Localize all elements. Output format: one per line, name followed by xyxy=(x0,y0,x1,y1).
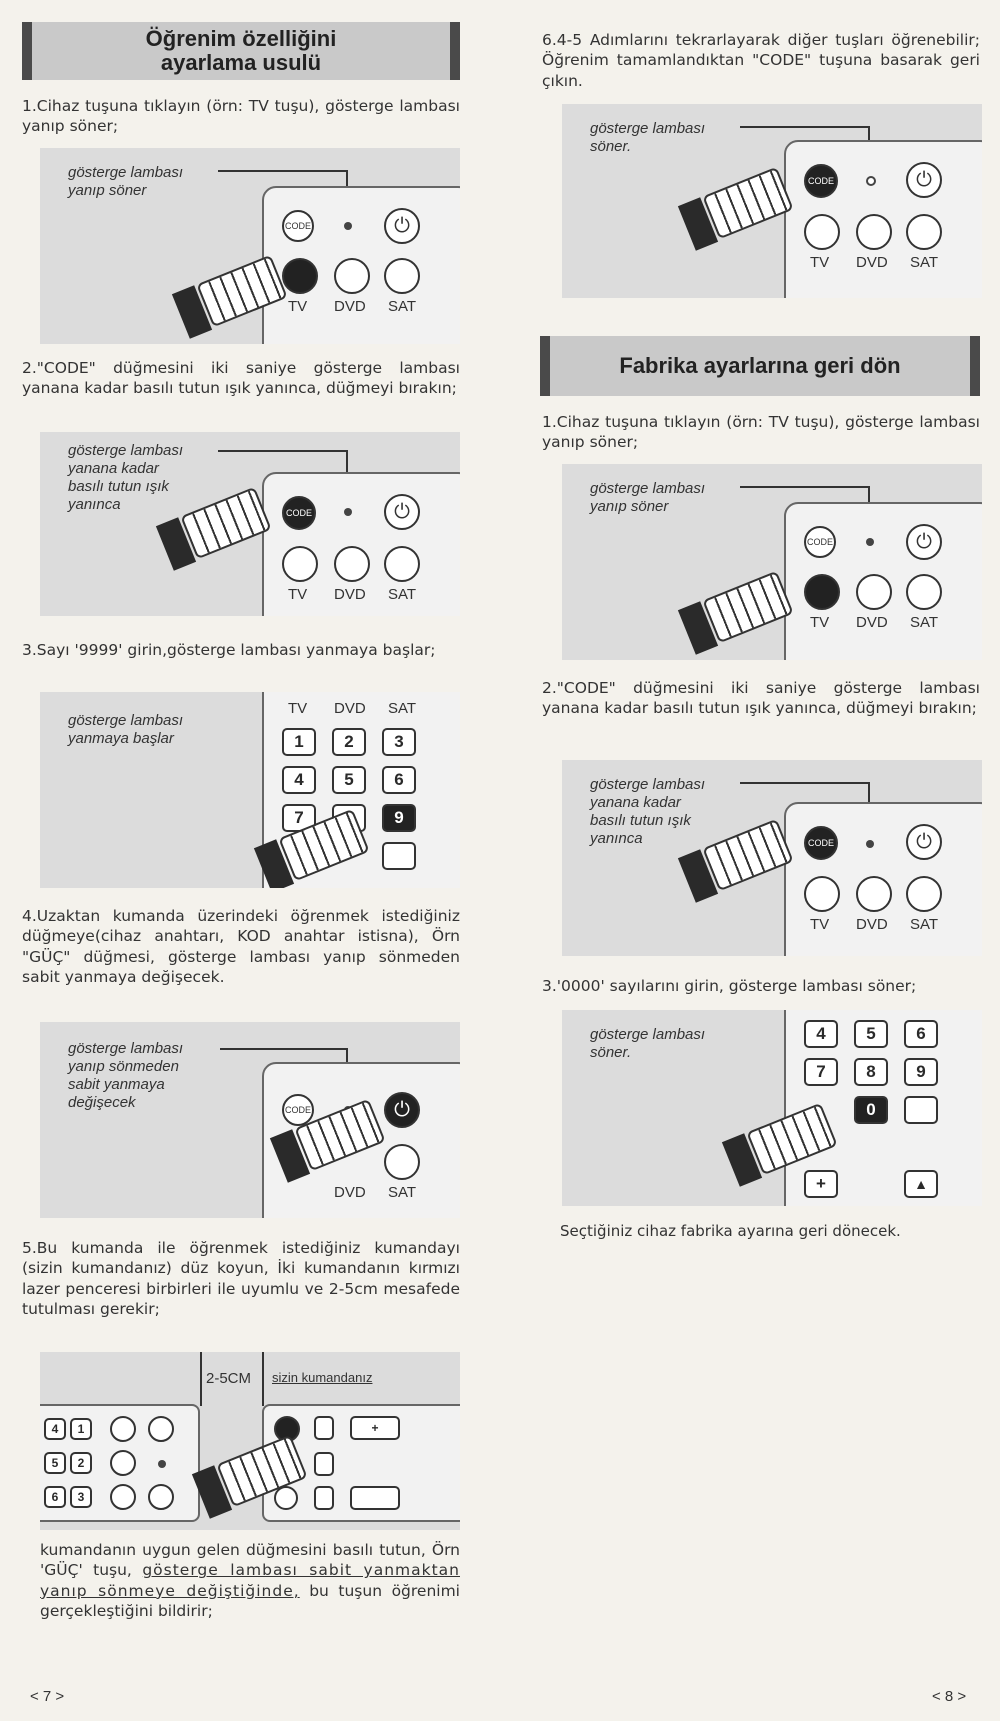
reset-step-2: 2."CODE" düğmesini iki saniye gösterge lambası yanana kadar basılı tutun ışık yanınca, düğmeyi bırakın; xyxy=(542,679,980,718)
dvd-label: DVD xyxy=(856,916,888,933)
factory-reset-note: Seçtiğiniz cihaz fabrika ayarına geri dönecek. xyxy=(560,1222,901,1240)
remote-illustration xyxy=(784,140,982,298)
sat-label: SAT xyxy=(388,700,417,717)
remote-illustration xyxy=(784,802,982,956)
illustration-step-3 xyxy=(40,692,460,888)
illustration-reset-step-2 xyxy=(562,760,982,956)
key-plus: + xyxy=(804,1170,838,1198)
reset-step-3: 3.'0000' sayılarını girin, gösterge lambası söner; xyxy=(542,977,917,995)
key-5: 5 xyxy=(332,766,366,794)
code-button-icon: CODE xyxy=(282,1094,314,1126)
tv-button-icon xyxy=(282,258,318,294)
pointing-hand-icon xyxy=(702,819,793,892)
power-button-icon: ⏻ xyxy=(384,494,420,530)
sat-button-icon xyxy=(384,546,420,582)
key-blank xyxy=(904,1096,938,1124)
caption: gösterge lambası yanana kadar basılı tutun ışık yanınca xyxy=(590,776,706,847)
key-8: 8 xyxy=(854,1058,888,1086)
dvd-label: DVD xyxy=(334,700,366,717)
sat-label: SAT xyxy=(910,614,939,631)
power-button-icon: ⏻ xyxy=(384,208,420,244)
page-number-8: < 8 > xyxy=(932,1688,967,1705)
tv-label: TV xyxy=(810,916,830,933)
note-part-b: bu tuşun öğrenimi gerçekleştiğini bildirir; xyxy=(40,1581,460,1621)
sat-label: SAT xyxy=(388,1184,417,1201)
indicator-led-icon xyxy=(866,538,874,546)
tv-label: TV xyxy=(810,614,830,631)
step-5-note xyxy=(40,1540,460,1622)
dvd-button-icon xyxy=(856,876,892,912)
your-remote-round-key xyxy=(274,1486,298,1510)
key-6: 6 xyxy=(904,1020,938,1048)
key-0: 0 xyxy=(854,1096,888,1124)
key-3: 3 xyxy=(70,1486,92,1508)
illustration-step-2 xyxy=(40,432,460,616)
dvd-button-icon xyxy=(110,1450,136,1476)
code-button-icon: CODE xyxy=(804,826,838,860)
tv-button-icon xyxy=(804,574,840,610)
dvd-button-icon xyxy=(856,214,892,250)
heading-line-1: Öğrenim özelliğini xyxy=(145,26,337,52)
code-button-icon xyxy=(148,1416,174,1442)
key-blank xyxy=(382,842,416,870)
dvd-button-icon xyxy=(334,546,370,582)
dvd-button-icon xyxy=(856,574,892,610)
power-button-icon: ⏻ xyxy=(906,824,942,860)
indicator-led-off-icon xyxy=(866,176,876,186)
your-remote-arrows-key xyxy=(350,1486,400,1510)
remote-illustration xyxy=(784,502,982,660)
dvd-label: DVD xyxy=(334,1184,366,1201)
caption: gösterge lambası söner. xyxy=(590,1026,706,1061)
code-button-icon: CODE xyxy=(804,164,838,198)
key-9: 9 xyxy=(904,1058,938,1086)
caption: gösterge lambası söner. xyxy=(590,120,706,155)
sat-button-icon xyxy=(906,214,942,250)
sat-button-icon xyxy=(110,1484,136,1510)
tv-label: TV xyxy=(288,700,308,717)
remote-illustration xyxy=(262,472,460,616)
power-button-icon: ⏻ xyxy=(906,162,942,198)
key-2: 2 xyxy=(332,728,366,756)
step-4: 4.Uzaktan kumanda üzerindeki öğrenmek istediğiniz düğmeye(cihaz anahtarı, KOD anahtar istisna), Örn "GÜÇ" düğmesi, gösterge lambası yanıp sönmeden sabit yanmaya değişecek. xyxy=(22,907,460,987)
key-1: 1 xyxy=(282,728,316,756)
step-2: 2."CODE" düğmesini iki saniye gösterge lambası yanana kadar basılı tutun ışık yanınca, düğmeyi bırakın; xyxy=(22,359,460,398)
sat-label: SAT xyxy=(388,298,417,315)
your-remote-plus-key: + xyxy=(350,1416,400,1440)
key-5: 5 xyxy=(854,1020,888,1048)
key-7: 7 xyxy=(282,804,316,832)
caption: gösterge lambası yanıp söner xyxy=(68,164,184,199)
tv-button-icon xyxy=(282,546,318,582)
pointing-hand-icon xyxy=(702,167,793,240)
code-button-icon: CODE xyxy=(282,210,314,242)
key-4: 4 xyxy=(282,766,316,794)
your-remote-key xyxy=(314,1452,334,1476)
remote-illustration xyxy=(262,186,460,344)
key-5: 5 xyxy=(44,1452,66,1474)
heading-line-2: ayarlama usulü xyxy=(160,50,322,75)
your-remote-key xyxy=(314,1486,334,1510)
note-underlined: gösterge lambası sabit yanmaktan yanıp sönmeye değiştiğinde, xyxy=(40,1561,460,1600)
dvd-label: DVD xyxy=(334,298,366,315)
key-2: 2 xyxy=(70,1452,92,1474)
step-3: 3.Sayı '9999' girin,gösterge lambası yanmaya başlar; xyxy=(22,641,436,659)
key-9: 9 xyxy=(382,804,416,832)
indicator-led-icon xyxy=(344,222,352,230)
dvd-label: DVD xyxy=(856,614,888,631)
section-heading-learning xyxy=(22,22,460,80)
key-4: 4 xyxy=(44,1418,66,1440)
sat-label: SAT xyxy=(388,586,417,603)
note-part-a: kumandanın uygun gelen düğmesini basılı tutun, Örn 'GÜÇ' tuşu, xyxy=(40,1541,460,1580)
key-6: 6 xyxy=(44,1486,66,1508)
dvd-label: DVD xyxy=(334,586,366,603)
power-button-icon: ⏻ xyxy=(384,1092,420,1128)
tv-button-icon xyxy=(804,214,840,250)
power-button-icon: ⏻ xyxy=(906,524,942,560)
indicator-led-icon xyxy=(158,1460,166,1468)
illustration-step-6 xyxy=(562,104,982,298)
reset-step-1: 1.Cihaz tuşuna tıklayın (örn: TV tuşu), gösterge lambası yanıp söner; xyxy=(542,413,980,452)
pointing-hand-icon xyxy=(702,571,793,644)
heading-text: Fabrika ayarlarına geri dön xyxy=(619,353,901,379)
step-5: 5.Bu kumanda ile öğrenmek istediğiniz kumandayı (sizin kumandanız) düz koyun, İki kumandanın kırmızı lazer penceresi birbirleri ile uyumlu ve 2-5cm mesafede tutulması gerekir; xyxy=(22,1239,460,1319)
code-button-icon: CODE xyxy=(804,526,836,558)
caption: gösterge lambası yanıp sönmeden sabit yanmaya değişecek xyxy=(68,1040,184,1111)
illustration-step-4 xyxy=(40,1022,460,1218)
tv-label: TV xyxy=(810,254,830,271)
key-up: ▲ xyxy=(904,1170,938,1198)
key-3: 3 xyxy=(382,728,416,756)
tv-label: TV xyxy=(288,586,308,603)
step-6: 6.4-5 Adımlarını tekrarlayarak diğer tuşları öğrenebilir; Öğrenim tamamlandıktan "CODE" tuşuna basarak geri çıkın. xyxy=(542,31,980,90)
indicator-led-icon xyxy=(866,840,874,848)
step-1: 1.Cihaz tuşuna tıklayın (örn: TV tuşu), gösterge lambası yanıp söner; xyxy=(22,97,460,136)
power-button-icon xyxy=(148,1484,174,1510)
key-6: 6 xyxy=(382,766,416,794)
dvd-label: DVD xyxy=(856,254,888,271)
sat-button-icon xyxy=(906,574,942,610)
distance-label: 2-5CM xyxy=(206,1370,252,1387)
illustration-step-5 xyxy=(40,1352,460,1530)
tv-button-icon xyxy=(804,876,840,912)
page-number-7: < 7 > xyxy=(30,1688,65,1705)
key-4: 4 xyxy=(804,1020,838,1048)
illustration-reset-step-1 xyxy=(562,464,982,660)
sat-label: SAT xyxy=(910,916,939,933)
right-page xyxy=(500,0,1000,1721)
key-1: 1 xyxy=(70,1418,92,1440)
code-button-icon: CODE xyxy=(282,496,316,530)
caption: gösterge lambası yanana kadar basılı tutun ışık yanınca xyxy=(68,442,184,513)
tv-label: TV xyxy=(288,298,308,315)
tv-button-icon xyxy=(110,1416,136,1442)
illustration-reset-step-3 xyxy=(562,1010,982,1206)
sat-button-icon xyxy=(384,1144,420,1180)
sat-button-icon xyxy=(384,258,420,294)
pointing-hand-icon xyxy=(180,487,271,560)
sat-button-icon xyxy=(906,876,942,912)
dvd-button-icon xyxy=(334,258,370,294)
caption: gösterge lambası yanıp söner xyxy=(590,480,706,515)
caption: gösterge lambası yanmaya başlar xyxy=(68,712,184,747)
indicator-led-icon xyxy=(344,508,352,516)
your-remote-label: sizin kumandanız xyxy=(272,1370,373,1385)
illustration-step-1 xyxy=(40,148,460,344)
learning-remote-illustration xyxy=(40,1404,200,1522)
your-remote-key xyxy=(314,1416,334,1440)
section-heading-factory-reset xyxy=(540,336,980,396)
key-7: 7 xyxy=(804,1058,838,1086)
sat-label: SAT xyxy=(910,254,939,271)
